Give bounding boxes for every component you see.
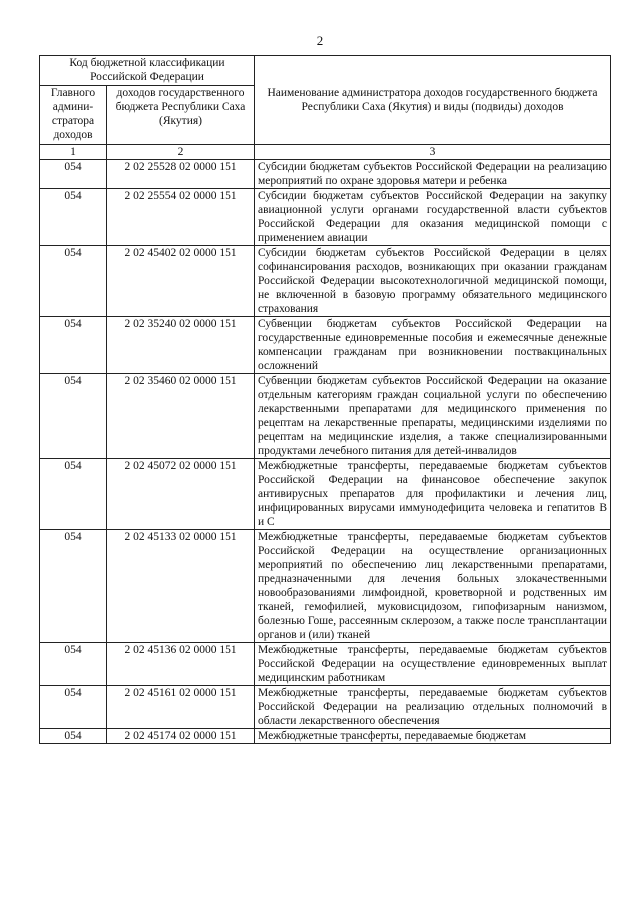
admin-code-cell: 054 xyxy=(40,643,107,686)
description-cell: Межбюджетные трансферты, передаваемые бюджетам субъектов Российской Федерации на осуществление организационных мероприятий по обеспечению лиц лекарственными препаратами, предназначенными для лечения больных злокачественными новообразованиями лимфоидной, кроветворной и родственных им тканей, гемофилией, муковисцидозом, гипофизарным нанизмом, болезнью Гоше, рассеянным склерозом, а также после трансплантации органов и (или) тканей xyxy=(255,530,611,643)
admin-code-cell: 054 xyxy=(40,729,107,744)
admin-code-cell: 054 xyxy=(40,317,107,374)
column-number: 3 xyxy=(255,145,611,160)
table-row xyxy=(40,729,611,744)
main-admin-header: Главного админи-стратора доходов xyxy=(40,86,107,145)
admin-code-cell: 054 xyxy=(40,686,107,729)
table-row xyxy=(40,686,611,729)
description-cell: Межбюджетные трансферты, передаваемые бюджетам субъектов Российской Федерации на финансовое обеспечение закупок антивирусных препаратов для профилактики и лечения лиц, инфицированных вирусами иммунодефицита человека и гепатитов В и С xyxy=(255,459,611,530)
description-cell: Субвенции бюджетам субъектов Российской Федерации на государственные единовременные пособия и ежемесячные денежные компенсации гражданам при возникновении поствакцинальных осложнений xyxy=(255,317,611,374)
column-numbers-row xyxy=(40,145,611,160)
budget-code-cell: 2 02 25528 02 0000 151 xyxy=(107,160,255,189)
description-cell: Субсидии бюджетам субъектов Российской Федерации на реализацию мероприятий по охране здоровья матери и ребенка xyxy=(255,160,611,189)
page-number: 2 xyxy=(316,33,324,48)
column-number: 1 xyxy=(40,145,107,160)
table-row xyxy=(40,459,611,530)
budget-code-cell: 2 02 35240 02 0000 151 xyxy=(107,317,255,374)
budget-code-cell: 2 02 45161 02 0000 151 xyxy=(107,686,255,729)
description-cell: Субсидии бюджетам субъектов Российской Федерации на закупку авиационной услуги органами государственной власти субъектов Российской Федерации для оказания медицинской помощи с применением авиации xyxy=(255,189,611,246)
budget-code-cell: 2 02 45072 02 0000 151 xyxy=(107,459,255,530)
admin-code-cell: 054 xyxy=(40,374,107,459)
budget-code-cell: 2 02 45133 02 0000 151 xyxy=(107,530,255,643)
admin-code-cell: 054 xyxy=(40,160,107,189)
table-row xyxy=(40,317,611,374)
admin-code-cell: 054 xyxy=(40,459,107,530)
revenues-header: доходов государственного бюджета Республики Саха (Якутия) xyxy=(107,86,255,145)
table-row xyxy=(40,374,611,459)
table-row xyxy=(40,246,611,317)
admin-code-cell: 054 xyxy=(40,246,107,317)
description-cell: Межбюджетные трансферты, передаваемые бюджетам xyxy=(255,729,611,744)
budget-code-cell: 2 02 25554 02 0000 151 xyxy=(107,189,255,246)
name-column-header: Наименование администратора доходов государственного бюджета Республики Саха (Якутия) и виды (подвиды) доходов xyxy=(255,56,611,145)
budget-code-cell: 2 02 45174 02 0000 151 xyxy=(107,729,255,744)
description-cell: Межбюджетные трансферты, передаваемые бюджетам субъектов Российской Федерации на осуществление единовременных выплат медицинским работникам xyxy=(255,643,611,686)
table-row xyxy=(40,160,611,189)
table-row xyxy=(40,530,611,643)
description-cell: Субсидии бюджетам субъектов Российской Федерации в целях софинансирования расходов, возникающих при оказании гражданам Российской Федерации высокотехнологичной медицинской помощи, не включенной в базовую программу обязательного медицинского страхования xyxy=(255,246,611,317)
table-row xyxy=(40,643,611,686)
budget-code-cell: 2 02 35460 02 0000 151 xyxy=(107,374,255,459)
column-number: 2 xyxy=(107,145,255,160)
admin-code-cell: 054 xyxy=(40,530,107,643)
admin-code-cell: 054 xyxy=(40,189,107,246)
budget-code-cell: 2 02 45136 02 0000 151 xyxy=(107,643,255,686)
kbk-header: Код бюджетной классификации Российской Федерации xyxy=(40,56,255,86)
table-row xyxy=(40,189,611,246)
description-cell: Межбюджетные трансферты, передаваемые бюджетам субъектов Российской Федерации на реализацию отдельных полномочий в области лекарственного обеспечения xyxy=(255,686,611,729)
budget-code-cell: 2 02 45402 02 0000 151 xyxy=(107,246,255,317)
description-cell: Субвенции бюджетам субъектов Российской Федерации на оказание отдельным категориям граждан социальной услуги по обеспечению лекарственными препаратами для медицинского применения по рецептам на лекарственные препараты, медицинскими изделиями по рецептам на медицинские изделия, а также специализированными продуктами лечебного питания для детей-инвалидов xyxy=(255,374,611,459)
revenue-classification-table xyxy=(39,55,611,744)
